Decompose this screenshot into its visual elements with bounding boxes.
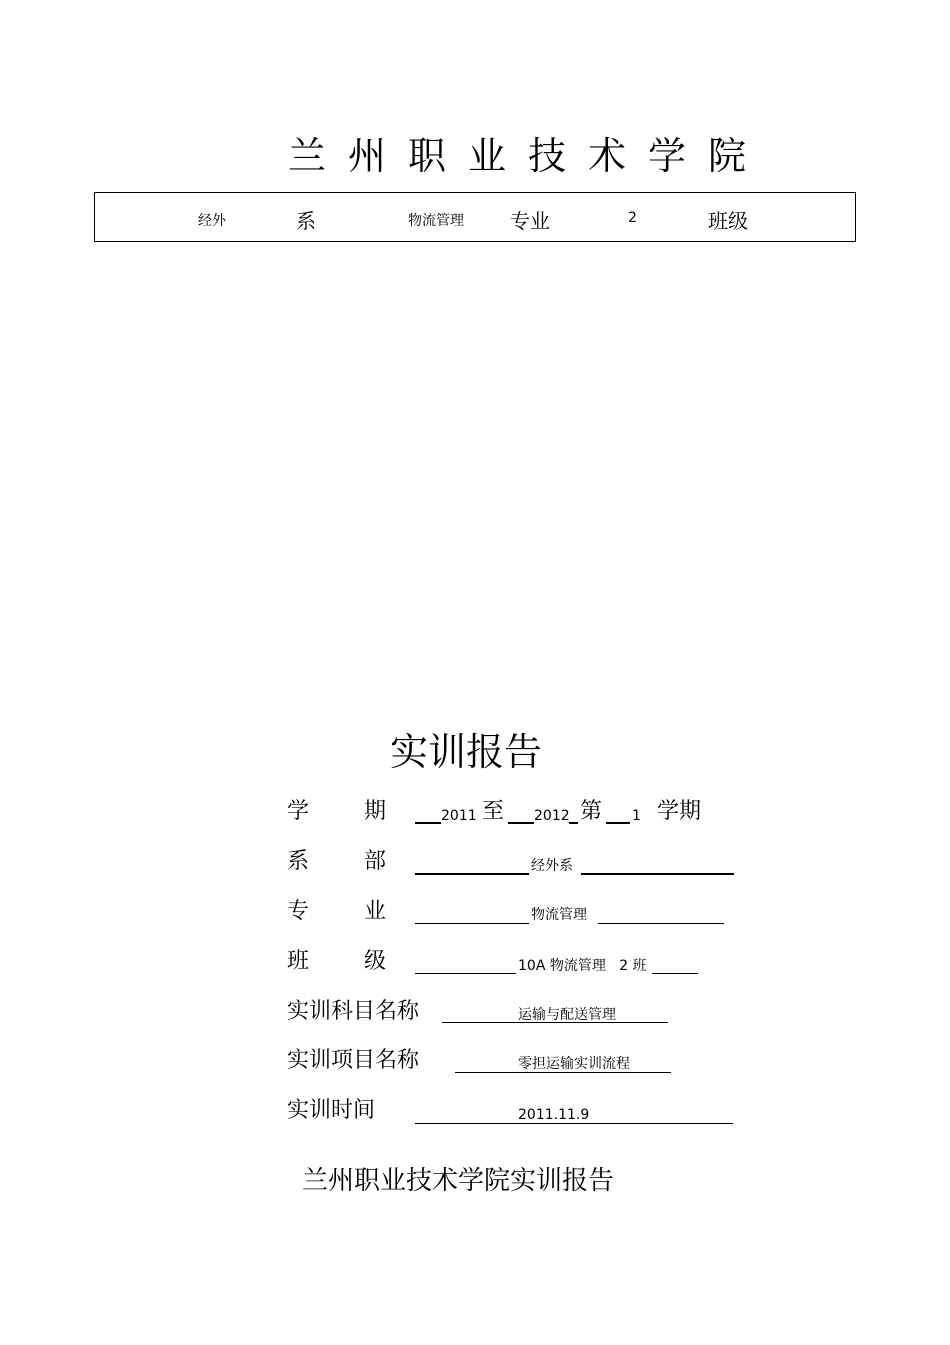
semester-end-year: 2012 <box>534 808 570 824</box>
major-label-2: 业 <box>364 899 387 924</box>
class-underline-right <box>652 973 698 974</box>
semester-label-1: 学 <box>287 799 310 824</box>
school-title: 兰州职业技术学院 <box>288 134 769 178</box>
class-underline-left <box>415 973 516 974</box>
major-underline-left <box>415 923 529 924</box>
subject-value: 运输与配送管理 <box>518 1007 616 1023</box>
semester-to: 至 <box>482 799 505 824</box>
department-value: 经外系 <box>531 858 573 874</box>
semester-label-2: 期 <box>364 799 387 824</box>
time-label: 实训时间 <box>287 1098 376 1123</box>
semester-start-underline <box>415 822 441 824</box>
department-label-1: 系 <box>287 849 310 874</box>
class-label-1: 班 <box>287 949 310 974</box>
semester-term-underline <box>606 822 630 824</box>
class-value: 10A 物流管理 2 班 <box>518 958 647 974</box>
major-underline-right <box>598 923 724 924</box>
subject-label: 实训科目名称 <box>287 999 420 1024</box>
major-value: 物流管理 <box>531 907 587 923</box>
project-value: 零担运输实训流程 <box>518 1056 630 1072</box>
semester-ordinal: 第 <box>580 799 603 824</box>
project-label: 实训项目名称 <box>287 1048 420 1073</box>
box-class-value: 2 <box>628 210 637 226</box>
footer-title: 兰州职业技术学院实训报告 <box>302 1166 615 1196</box>
semester-start-year: 2011 <box>441 808 477 824</box>
semester-gap-underline <box>569 822 578 824</box>
box-class-label: 班级 <box>708 209 748 233</box>
class-label-2: 级 <box>364 949 387 974</box>
department-underline-right <box>581 873 734 875</box>
semester-end-underline <box>508 822 534 824</box>
semester-suffix: 学期 <box>657 799 702 824</box>
time-value: 2011.11.9 <box>518 1107 590 1123</box>
department-underline-left <box>415 873 529 875</box>
major-label-1: 专 <box>287 899 310 924</box>
semester-term-no: 1 <box>632 808 641 824</box>
box-dept-value: 经外 <box>198 213 226 229</box>
box-major-value: 物流管理 <box>408 213 464 229</box>
box-dept-label: 系 <box>296 209 316 233</box>
box-major-label: 专业 <box>510 209 550 233</box>
report-title: 实训报告 <box>390 730 543 774</box>
department-label-2: 部 <box>364 849 387 874</box>
